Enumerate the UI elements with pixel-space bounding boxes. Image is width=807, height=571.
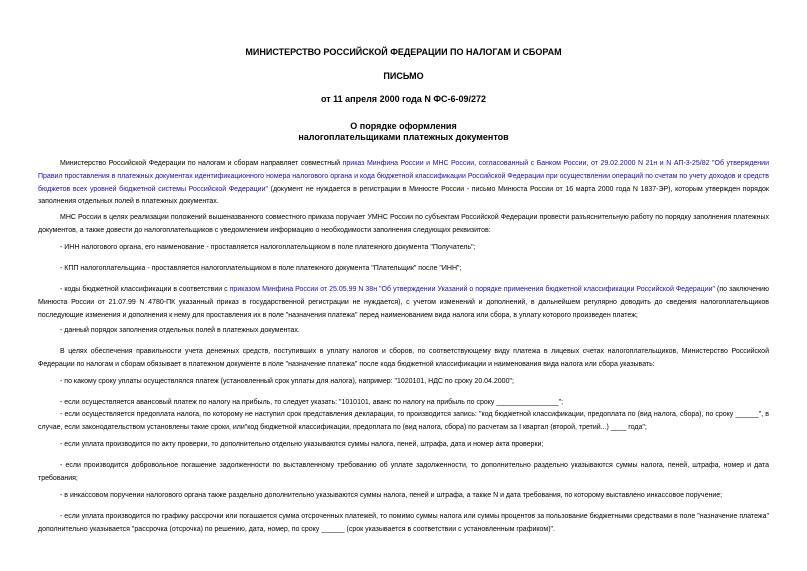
paragraph-intro-text-a: Министерство Российской Федерации по налогам и сборам направляет совместный: [60, 160, 343, 167]
ministry-heading: МИНИСТЕРСТВО РОССИЙСКОЙ ФЕДЕРАЦИИ ПО НАЛОГАМ И СБОРАМ: [245, 47, 562, 57]
list-item-installment: - если уплата производится по графику рассрочки или погашается сумма отсроченных платежей, то помимо суммы налога или суммы процентов за пользование бюджетными средствами в поле "назначение платежа" дополнительно указывается "рассрочка (отсрочка) по решению, дата, номер, по сроку ______ (срок указывается в соответствии с установленным графиком)".: [38, 513, 769, 533]
list-item-budget-codes: [38, 284, 769, 322]
paragraph-intro: [38, 158, 769, 209]
title-line-1: О порядке оформления: [350, 121, 457, 131]
title-line-2: налогоплательщиками платежных документов: [298, 132, 509, 142]
date-number-heading: от 11 апреля 2000 года N ФС-6-09/272: [320, 94, 487, 104]
paragraph-instructions: МНС России в целях реализации положений вышеназванного совместного приказа поручает УМНС России по субъектам Российской Федерации провести разъяснительную работу по порядку заполнения платежных документов, а также довести до налогоплательщиков с уведомлением информацию о необходимости заполнения следующих реквизитов:: [38, 214, 769, 234]
budget-codes-text-b: (по заключению Минюста России от 21.07.99 N 4780-ПК указанный приказ в государственной регистрации не нуждается), с учетом изменений и дополнений, в дальнейшем регулярно доводить до сведения налогоплательщиков последующие изменения и дополнения к нему для проставления их в поле "назначения платежа" перед наименованием вида налога или сбора, в уплату которого произведен платеж;: [38, 286, 769, 319]
list-item-payment-term: - по какому сроку уплаты осуществлялся платеж (установленный срок уплаты для налога), например: "1020101, НДС по сроку 20.04.2000";: [60, 378, 514, 385]
order-link[interactable]: приказ Минфина России и МНС России, согласованный с Банком России, от 29.02.2000 N 21н и N АП-3-25/82 "Об утверждении Правил проставления в платежных документах идентификационного номера налогового органа и кода бюджетной классификации Российской Федерации при осуществлении операций по счетам по учету доходов и средств бюджетов всех уровней бюджетной системы Российской Федерации": [38, 160, 769, 193]
list-item-collection-order: - в инкассовом поручении налогового органа также раздельно дополнительно указываются суммы налога, пеней и штрафа, а также N и дата требования, по которому выставлено инкассовое поручение;: [60, 492, 723, 499]
list-item-voluntary-repayment: - если производится добровольное погашение задолженности по выставленному требованию об уплате задолженности, то дополнительно раздельно указываются суммы налога, пеней, штрафа, номер и дата требования;: [38, 462, 769, 482]
list-item-kpp: - КПП налогоплательщика - проставляется налогоплательщиком в поле платежного документа "Плательщик" после "ИНН";: [60, 265, 462, 272]
budget-classification-link[interactable]: приказом Минфина России от 25.05.99 N 38н "Об утверждении Указаний о порядке применения бюджетной классификации Российской Федерации": [229, 286, 715, 293]
list-item-audit-act: - если уплата производится по акту проверки, то дополнительно отдельно указываются суммы налога, пеней, штрафа, дата и номер акта проверки;: [60, 441, 544, 448]
paragraph-intro-text-b: (документ не нуждается в регистрации в Минюсте России - письмо Минюста России от 16 марта 2000 года N 1837-ЭР), которым утвержден порядок заполнения отдельных полей в платежных документах.: [38, 185, 769, 206]
paragraph-obligations: В целях обеспечения правильности учета денежных средств, поступивших в уплату налогов и сборов, по соответствующему виду платежа в лицевых счетах налогоплательщиков, Министерство Российской Федерации по налогам и сборам обязывает в платежном документе в поле "назначение платежа" после кода бюджетной классификации и наименования вида налога или сбора указывать:: [38, 348, 769, 368]
list-item-advance-payment: - если осуществляется авансовый платеж по налогу на прибыль, то следует указать: "1010101, аванс по налогу на прибыль по сроку ________________";: [60, 399, 564, 406]
budget-codes-text-a: - коды бюджетной классификации в соответствии с: [60, 286, 230, 293]
list-item-prepayment: - если осуществляется предоплата налога, по которому не наступил срок представления декларации, то производится запись: "код бюджетной классификации, предоплата по (вид налога, сбора), по сроку ______", в случае, если законодательством установлены такие сроки, или"код бюджетной классификации, предоплата по (вид налога, сбора) по расчетам за I квартал (второй, третий...) ____ года";: [38, 411, 769, 431]
document-type-heading: ПИСЬМО: [383, 71, 424, 81]
list-item-procedure: - данный порядок заполнения отдельных полей в платежных документах.: [60, 327, 300, 334]
list-item-inn: - ИНН налогового органа, его наименование - проставляется налогоплательщиком в поле платежного документа "Получатель";: [60, 244, 476, 251]
